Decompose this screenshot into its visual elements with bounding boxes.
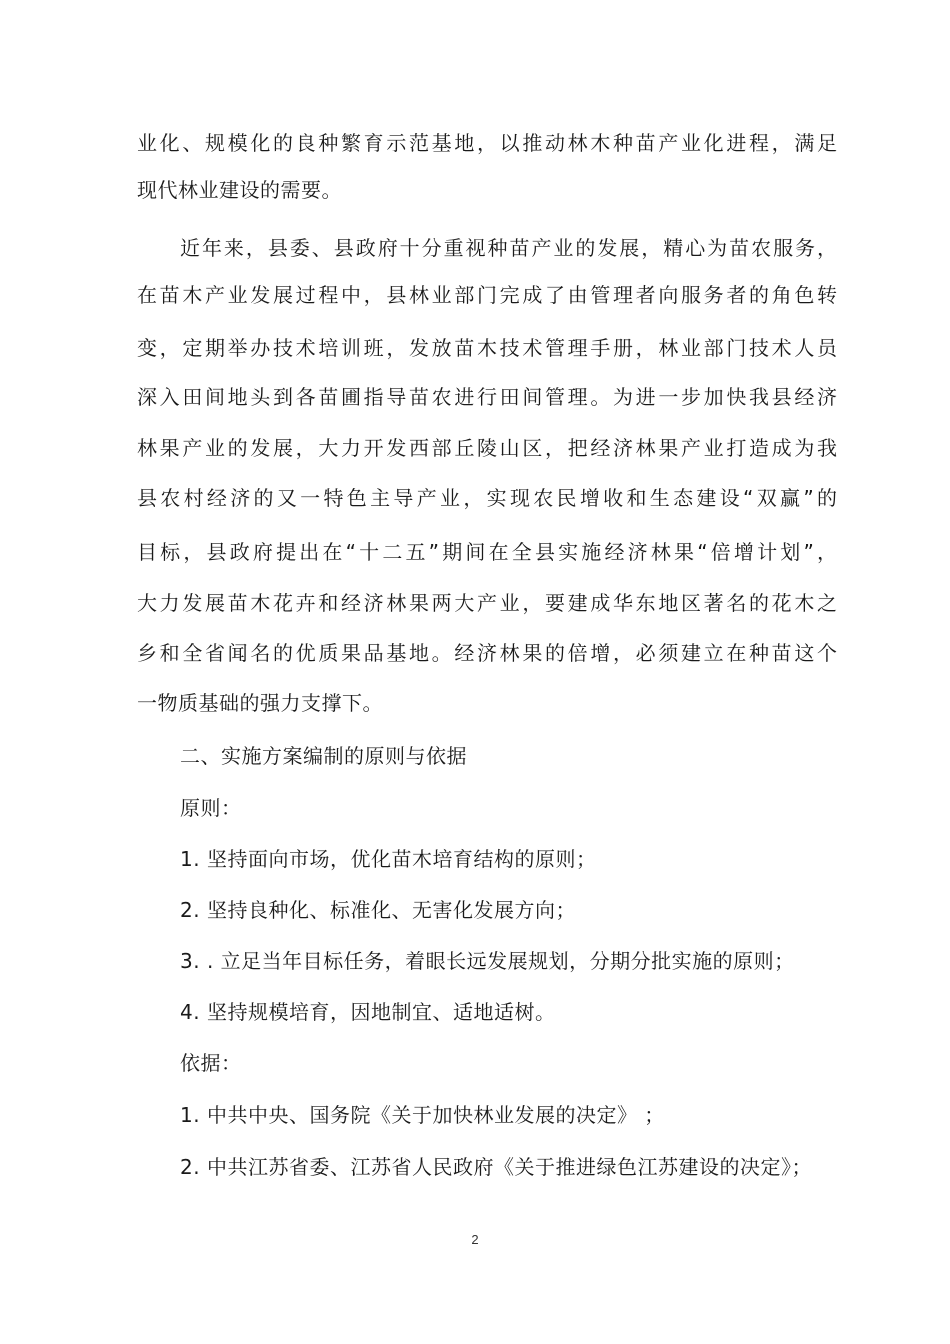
principle-item-4: 4. 坚持规模培育，因地制宜、适地适树。 [180,1000,556,1024]
principles-heading: 原则： [180,796,242,820]
paragraph-2-line-1: 近年来，县委、县政府十分重视种苗产业的发展，精心为苗农服务， [180,236,837,260]
principle-item-3: 3. . 立足当年目标任务，着眼长远发展规划，分期分批实施的原则； [180,949,795,973]
section-heading: 二、实施方案编制的原则与依据 [180,744,467,768]
paragraph-2-line-2: 在苗木产业发展过程中，县林业部门完成了由管理者向服务者的角色转 [137,283,837,307]
paragraph-2-line-5: 林果产业的发展，大力开发西部丘陵山区，把经济林果产业打造成为我 [137,436,837,460]
basis-heading: 依据： [180,1051,242,1075]
page-number: 2 [471,1232,479,1247]
paragraph-2-line-3: 变，定期举办技术培训班，发放苗木技术管理手册，林业部门技术人员 [137,336,837,360]
paragraph-2-line-8: 大力发展苗木花卉和经济林果两大产业，要建成华东地区著名的花木之 [137,591,837,615]
paragraph-2-line-9: 乡和全省闻名的优质果品基地。经济林果的倍增，必须建立在种苗这个 [137,641,837,665]
paragraph-1-line-2: 现代林业建设的需要。 [137,178,342,202]
paragraph-2-line-4: 深入田间地头到各苗圃指导苗农进行田间管理。为进一步加快我县经济 [137,385,837,409]
paragraph-2-line-10: 一物质基础的强力支撑下。 [137,691,383,715]
basis-item-1: 1. 中共中央、国务院《关于加快林业发展的决定》 ； [180,1103,665,1127]
principle-item-2: 2. 坚持良种化、标准化、无害化发展方向； [180,898,576,922]
paragraph-2-line-7: 目标，县政府提出在“十二五”期间在全县实施经济林果“倍增计划”， [137,540,837,564]
basis-item-2: 2. 中共江苏省委、江苏省人民政府《关于推进绿色江苏建设的决定》； [180,1155,812,1179]
principle-item-1: 1. 坚持面向市场，优化苗木培育结构的原则； [180,847,597,871]
paragraph-2-line-6: 县农村经济的又一特色主导产业，实现农民增收和生态建设“双赢”的 [137,486,837,510]
paragraph-1-line-1: 业化、规模化的良种繁育示范基地，以推动林木种苗产业化进程，满足 [137,131,837,155]
